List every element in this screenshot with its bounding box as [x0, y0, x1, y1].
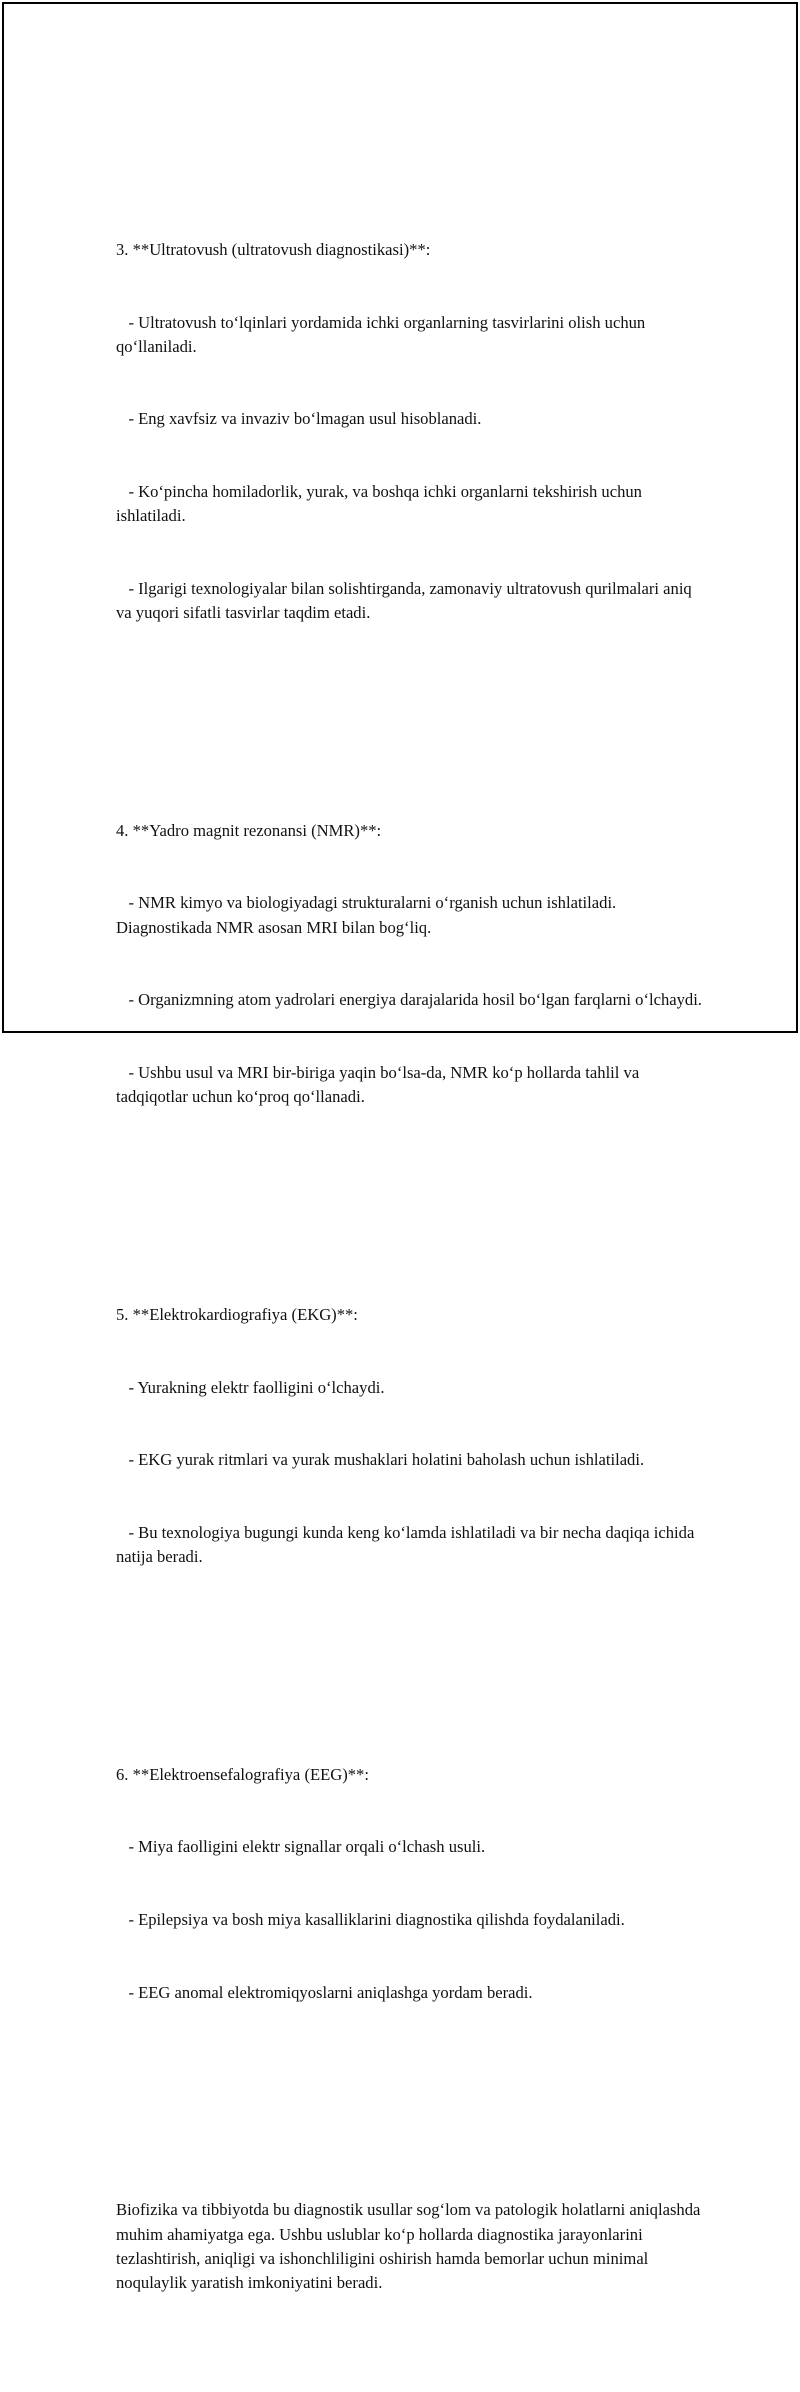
section-nmr — [116, 770, 706, 1157]
list-item: - Bu texnologiya bugungi kunda keng ko‘lamda ishlatiladi va bir necha daqiqa ichida natija beradi. — [116, 1522, 699, 1566]
section-eeg — [116, 1714, 706, 2053]
conclusion-text: Biofizika va tibbiyotda bu diagnostik usullar sog‘lom va patologik holatlarni aniqlashda muhim ahamiyatga ega. Ushbu uslublar ko‘p hollarda diagnostika jarayonlarini tezlashtirish, aniqligi va ishonchliligini oshirish hamda bemorlar uchun minimal noqulaylik yaratish imkoniyatini beradi. — [116, 2200, 705, 2293]
list-item: - Miya faolligini elektr signallar orqali o‘lchash usuli. — [116, 1837, 486, 1857]
list-item: - Ilgarigi texnologiyalar bilan solishtirganda, zamonaviy ultratovush qurilmalari aniq va yuqori sifatli tasvirlar taqdim etadi. — [116, 578, 696, 623]
section-heading: 3. **Ultratovush (ultratovush diagnostikasi)**: — [116, 240, 431, 260]
list-item: - Ko‘pincha homiladorlik, yurak, va boshqa ichki organlarni tekshirish uchun ishlatiladi. — [116, 482, 647, 526]
list-item: - Ushbu usul va MRI bir-biriga yaqin bo‘lsa-da, NMR ko‘p hollarda tahlil va tadqiqotlar uchun ko‘proq qo‘llanadi. — [116, 1062, 644, 1107]
section-heading: 4. **Yadro magnit rezonansi (NMR)**: — [116, 820, 382, 840]
list-item: - Yurakning elektr faolligini o‘lchaydi. — [116, 1377, 385, 1397]
list-item: - NMR kimyo va biologiyadagi strukturalarni o‘rganish uchun ishlatiladi. Diagnostikada NMR asosan MRI bilan bog‘liq. — [116, 893, 621, 937]
list-item: - Ultratovush to‘lqinlari yordamida ichki organlarning tasvirlarini olish uchun qo‘llaniladi. — [116, 312, 650, 356]
list-item: - Epilepsiya va bosh miya kasalliklarini diagnostika qilishda foydalaniladi. — [116, 1909, 625, 1929]
list-item: - EKG yurak ritmlari va yurak mushaklari holatini baholash uchun ishlatiladi. — [116, 1450, 645, 1470]
section-heading: 6. **Elektroensefalografiya (EEG)**: — [116, 1764, 369, 1784]
document-body — [116, 117, 706, 2392]
list-item: - Organizmning atom yadrolari energiya darajalarida hosil bo‘lgan farqlarni o‘lchaydi. — [116, 990, 702, 1010]
section-ultrasound — [116, 190, 706, 674]
list-item: - Eng xavfsiz va invaziv bo‘lmagan usul hisoblanadi. — [116, 409, 482, 429]
conclusion-paragraph — [116, 2150, 706, 2344]
list-item: - EEG anomal elektromiqyoslarni aniqlashga yordam beradi. — [116, 1982, 533, 2002]
section-heading: 5. **Elektrokardiografiya (EKG)**: — [116, 1304, 358, 1324]
section-ekg — [116, 1255, 706, 1618]
